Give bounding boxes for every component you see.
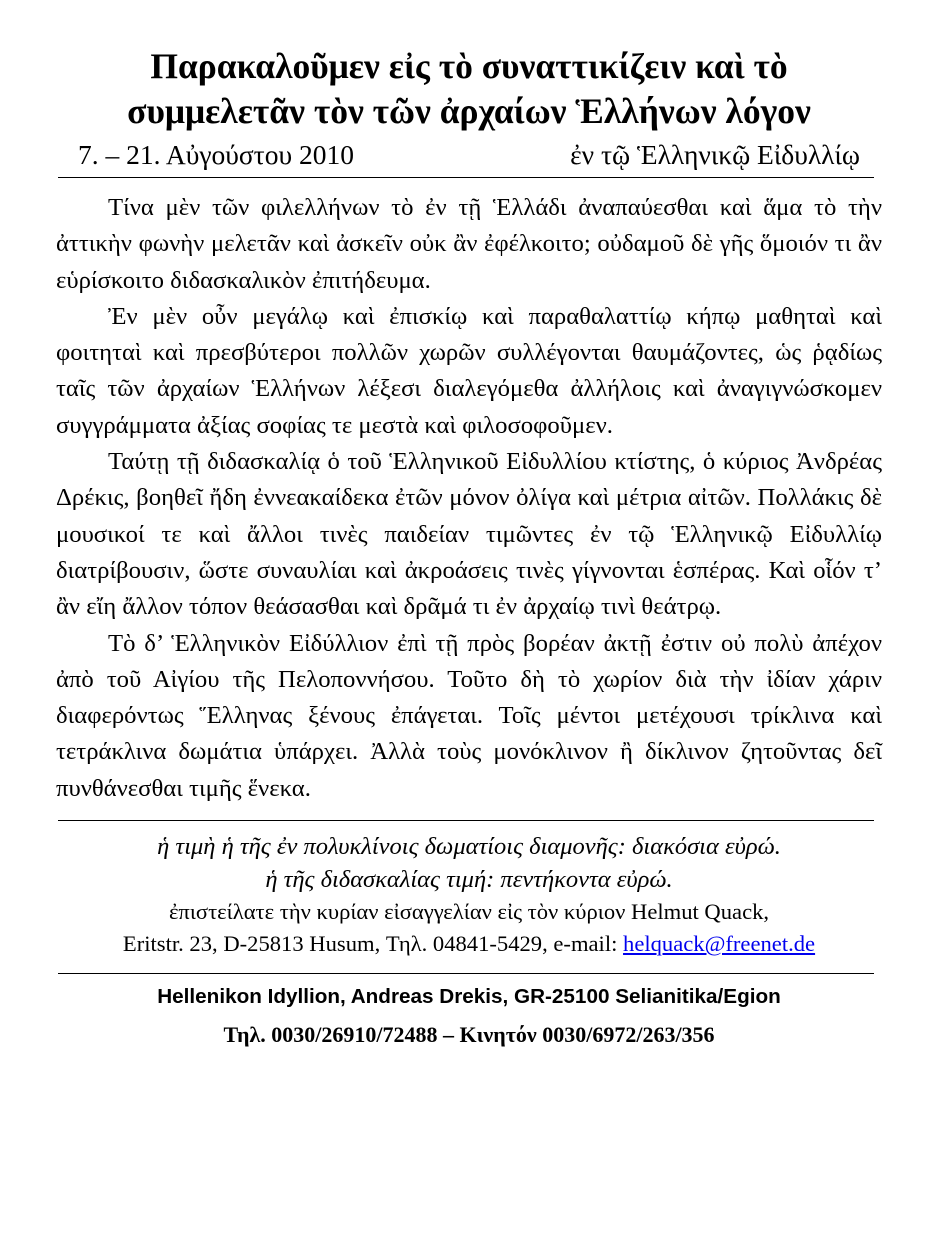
paragraph-4: Τὸ δ’ Ἑλληνικὸν Εἰδύλλιον ἐπὶ τῇ πρὸς βορέαν ἀκτῇ ἐστιν οὐ πολὺ ἀπέχον ἀπὸ τοῦ Αἰγίου τῆς Πελοποννήσου. Τοῦτο δὴ τὸ χωρίον διὰ τὴν ἰδίαν χάριν διαφερόντως Ἕλληνας ξένους ἐπάγεται. Τοῖς μέντοι μετέχουσι τρίκλινα καὶ τετράκλινα δωμάτια ὑπάρχει. Ἀλλὰ τοὺς μονόκλινον ἢ δίκλινον ζητοῦντας δεῖ πυνθάνεσθαι τιμῆς ἕνεκα. — [56, 629, 882, 802]
address-line-2 — [56, 1020, 882, 1051]
paragraph-3: Ταύτῃ τῇ διδασκαλίᾳ ὁ τοῦ Ἑλληνικοῦ Εἰδυλλίου κτίστης, ὁ κύριος Ἀνδρέας Δρέκις, βοηθεῖ ἤδη ἐννεακαίδεκα ἐτῶν μόνον ὀλίγα καὶ μέτρια αἰτῶν. Πολλάκις δὲ μουσικοί τε καὶ ἄλλοι τινὲς παιδείαν τιμῶντες ἐν τῷ Ἑλληνικῷ Εἰδυλλίῳ διατρίβουσιν, ὥστε συναυλίαι καὶ ἀκροάσεις τινὲς γίγνονται ἑσπέρας. Καὶ οἷόν τ’ ἂν εἴη ἄλλον τόπον θεάσασθαι καὶ δρᾶμά τι ἐν ἀρχαίῳ τινὶ θεάτρῳ. — [56, 448, 882, 621]
phone-numbers: Τηλ. 0030/26910/72488 – Κινητόν 0030/6972/263/356 — [223, 1022, 715, 1048]
email-link[interactable]: helquack@freenet.de — [623, 931, 816, 957]
price-course: ἡ τῆς διδασκαλίας τιμή: πεντήκοντα εὐρώ. — [265, 866, 673, 894]
body-text — [56, 190, 882, 807]
price-room: ἡ τιμὴ ἡ τῆς ἐν πολυκλίνοις δωματίοις διαμονῆς: διακόσια εὐρώ. — [157, 833, 781, 861]
divider-bottom — [58, 973, 874, 974]
paragraph-2: Ἐν μὲν οὖν μεγάλῳ καὶ ἐπισκίῳ καὶ παραθαλαττίῳ κήπῳ μαθηταὶ καὶ φοιτηταὶ καὶ πρεσβύτεροι πολλῶν χωρῶν συλλέγονται θαυμάζοντες, ὡς ῥᾳδίως ταῖς τῶν ἀρχαίων Ἑλλήνων λέξεσι διαλεγόμεθα ἀλλήλοις καὶ ἀναγιγνώσκομεν συγγράμματα ἀξίας σοφίας τε μεστὰ καὶ φιλοσοφοῦμεν. — [56, 302, 882, 439]
divider-top — [58, 177, 874, 178]
title-line-1: Παρακαλοῦμεν εἰς τὸ συναττικίζειν καὶ τὸ — [150, 46, 788, 86]
contact-address: Eritstr. 23, D-25813 Husum, Τηλ. 04841-5429, e-mail: — [122, 931, 624, 957]
price-and-contact — [56, 830, 882, 960]
invitation-page — [56, 44, 882, 1051]
course-dates: 7. – 21. Αὐγούστου 2010 — [78, 139, 354, 170]
address-line-1: Hellenikon Idyllion, Andreas Drekis, GR-25100 Selianitika/Egion — [157, 985, 781, 1009]
title-line-2: συμμελετᾶν τὸν τῶν ἀρχαίων Ἑλλήνων λόγον — [127, 91, 811, 131]
subtitle — [56, 138, 882, 172]
contact-line-1: ἐπιστείλατε τὴν κυρίαν εἰσαγγελίαν εἰς τὸν κύριον Helmut Quack, — [168, 899, 770, 925]
divider-middle — [58, 820, 874, 821]
contact-line-2 — [56, 928, 882, 960]
paragraph-1: Τίνα μὲν τῶν φιλελλήνων τὸ ἐν τῇ Ἑλλάδι ἀναπαύεσθαι καὶ ἅμα τὸ τὴν ἀττικὴν φωνὴν μελετᾶν καὶ ἀσκεῖν οὐκ ἂν ἐφέλκοιτο; οὐδαμοῦ δὲ γῆς ὅμοιόν τι ἂν εὑρίσκοιτο διδασκαλικὸν ἐπιτήδευμα. — [56, 194, 882, 294]
course-place: ἐν τῷ Ἑλληνικῷ Εἰδυλλίῳ — [570, 139, 860, 170]
